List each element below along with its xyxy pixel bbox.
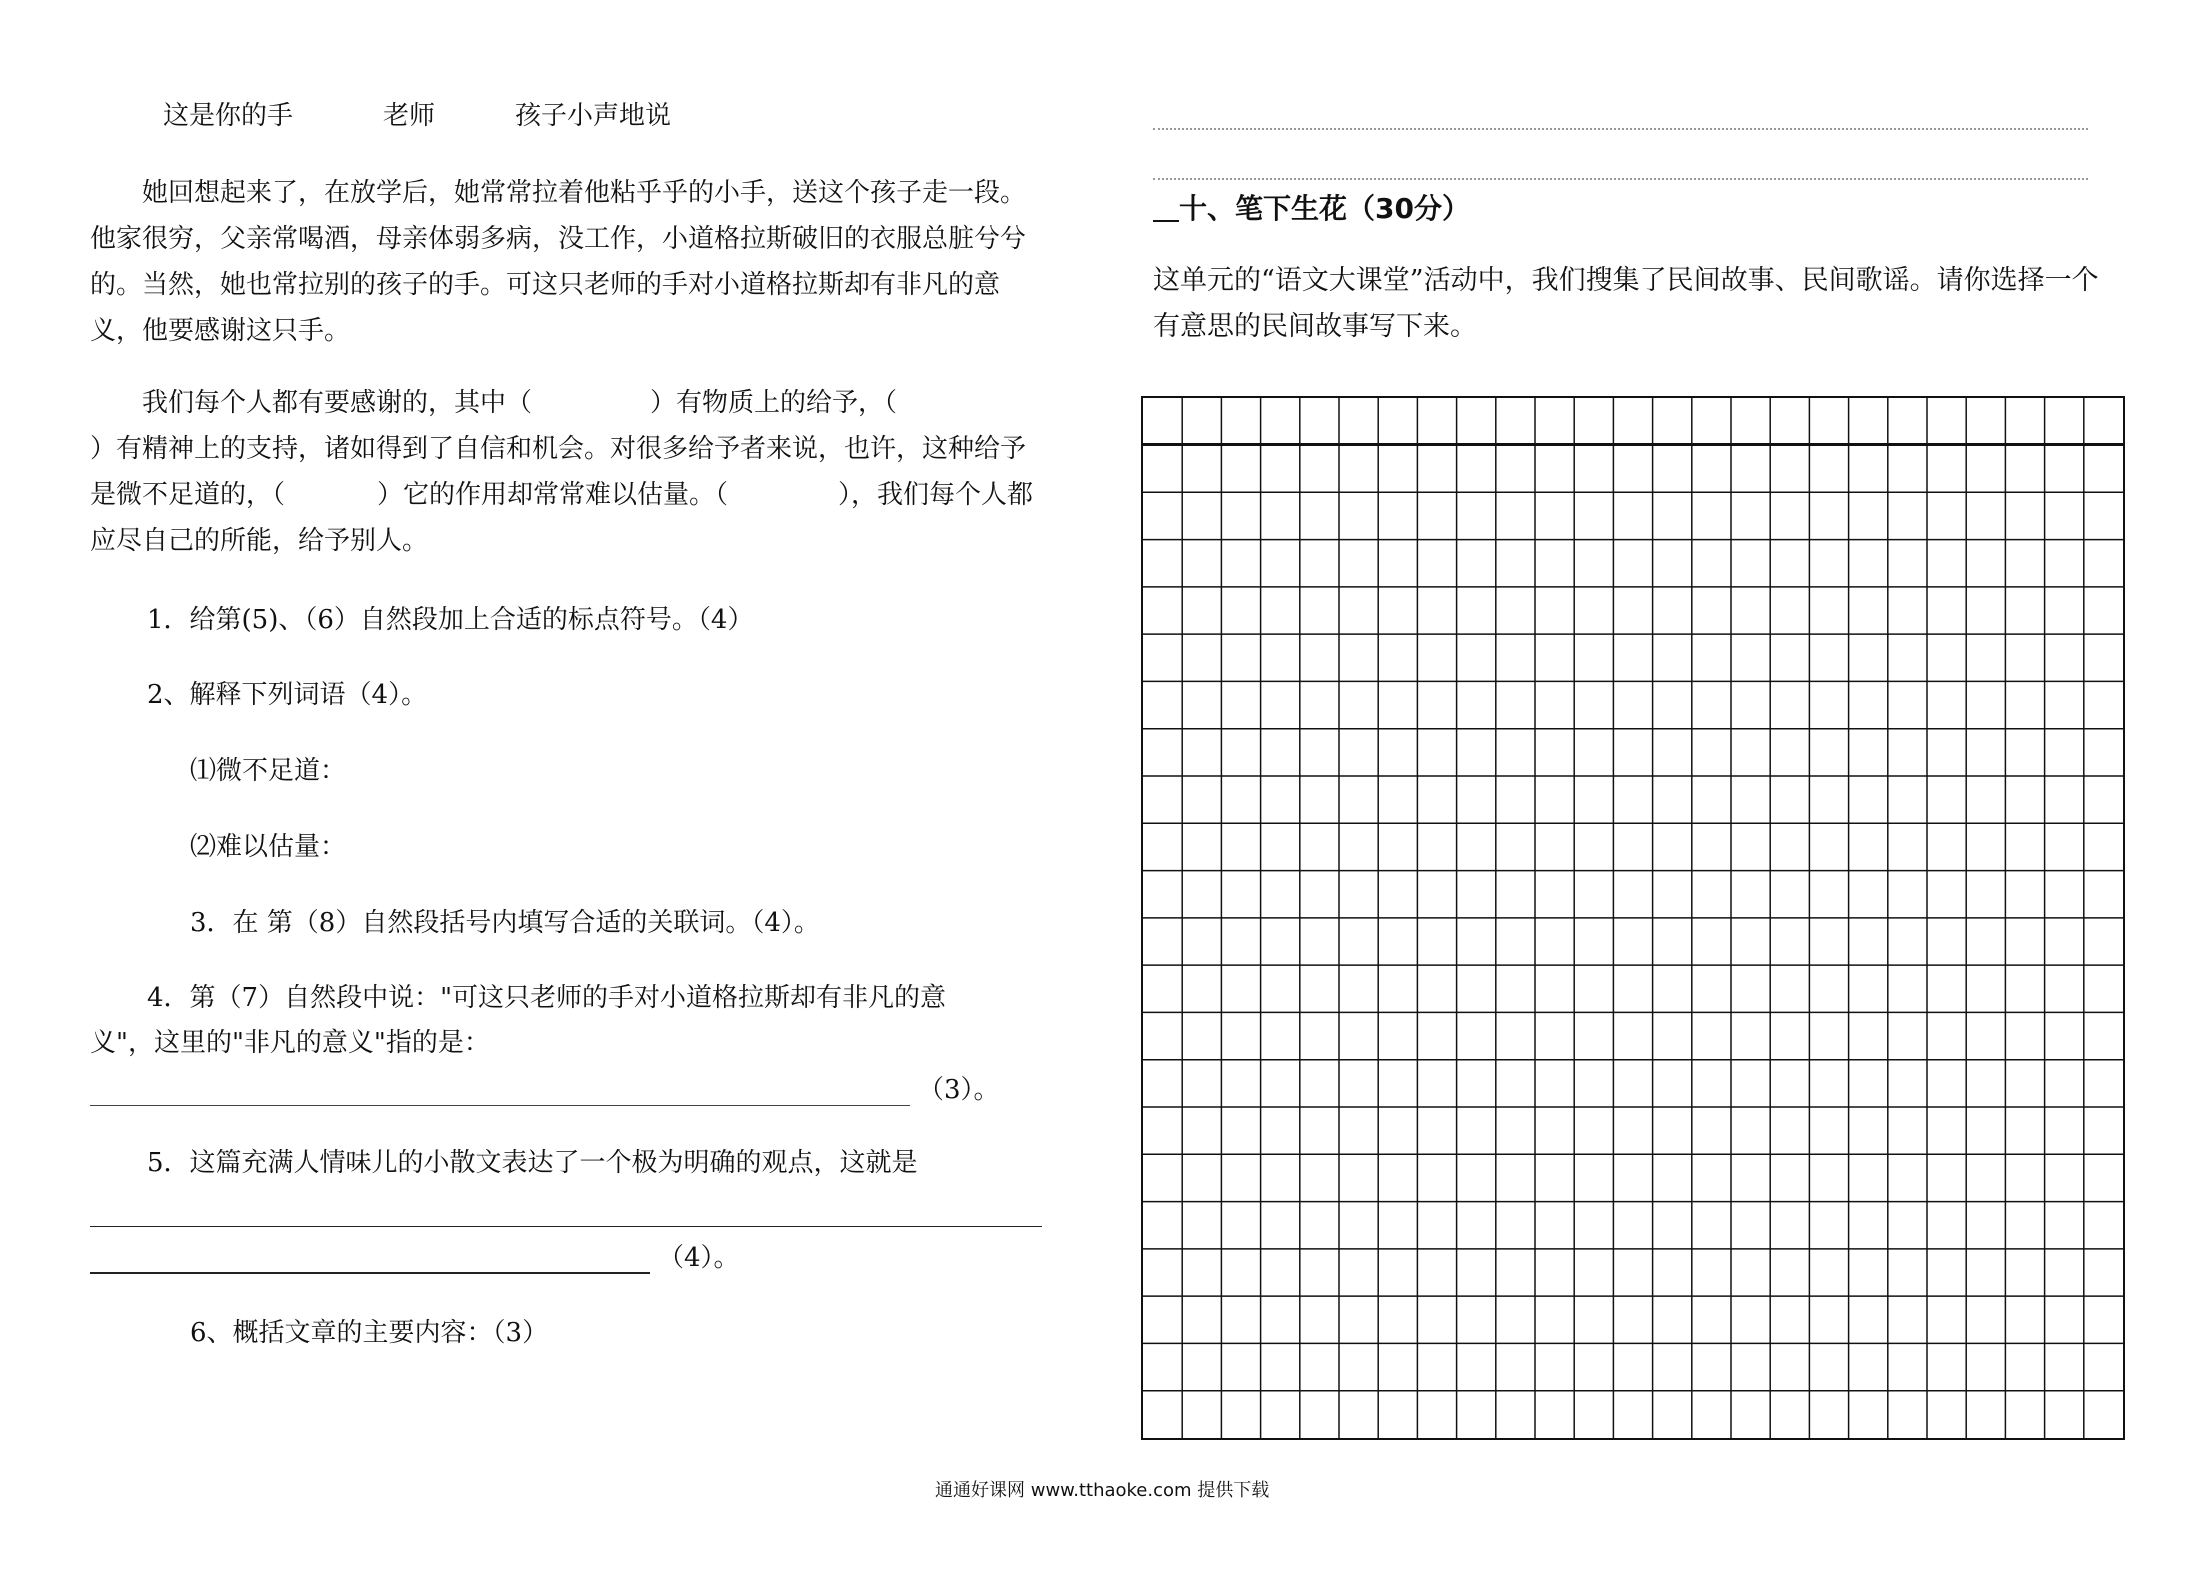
question-5-score: （4）。 [658,1243,740,1273]
title-part-2: 老师 [383,101,436,131]
question-3: 3．在 第（8）自然段括号内填写合适的关联词。（4）。 [190,908,820,938]
question-2-item-2: ⑵难以估量： [190,832,347,862]
question-4-line-2: 义"，这里的"非凡的意义"指的是： [90,1028,490,1058]
question-4-line-1: 4．第（7）自然段中说："可这只老师的手对小道格拉斯却有非凡的意 [147,983,947,1013]
question-6: 6、概括文章的主要内容：（3） [190,1318,549,1348]
writing-grid-header-row [1141,396,2125,446]
para8-a: 我们每个人都有要感谢的，其中（ [142,388,533,418]
heading-underline [1153,220,1179,222]
question-2-item-1: ⑴微不足道： [190,756,347,786]
question-1: 1．给第(5)、（6）自然段加上合适的标点符号。（4） [147,605,754,635]
para8-e: ）它的作用却常常难以估量。 [377,480,716,510]
writing-prompt: 这单元的“语文大课堂”活动中，我们搜集了民间故事、民间歌谣。请你选择一个有意思的民间故事写下来。 [1153,265,2099,342]
paragraph-6 [90,170,1050,354]
paragraph-8 [90,380,1050,564]
para8-d: ）有精神上的支持，诸如得到了自信和机会。对很多给予者来说，也许，这种给予是微不足道的，（ [90,434,1027,510]
question-4-score: （3）。 [918,1075,1000,1105]
title-part-1: 这是你的手 [163,101,294,131]
para8-f: （ [715,480,729,510]
paragraph-6-text: 她回想起来了，在放学后，她常常拉着他粘乎乎的小手，送这个孩子走一段。他家很穷，父亲常喝酒，母亲体弱多病，没工作，小道格拉斯破旧的衣服总脏兮兮的。当然，她也常拉别的孩子的手。可这只老师的手对小道格拉斯却有非凡的意义，他要感谢这只手。 [90,178,1027,346]
question-5: 5．这篇充满人情味儿的小散文表达了一个极为明确的观点，这就是 [147,1148,918,1178]
section-10-heading [1153,189,1470,229]
title-part-3: 孩子小声地说 [515,101,672,131]
writing-grid[interactable] [1141,443,2125,1440]
footer-credit: 通通好课网 www.tthaoke.com 提供下载 [935,1480,1270,1501]
answer-line-q5a[interactable] [90,1226,1042,1227]
answer-line-2[interactable] [1153,178,2088,180]
answer-line-q5b[interactable] [90,1272,650,1274]
question-2: 2、解释下列词语（4）。 [147,680,428,710]
answer-line-1[interactable] [1153,128,2088,130]
para8-b: ）有物质上的给予， [650,388,885,418]
para8-g: ），我们每个人都应尽自己的所能，给予别人。 [90,480,1034,556]
section-10-title: 十、笔下生花（30分） [1179,192,1470,225]
para8-c: （ [884,388,898,418]
answer-line-q4[interactable] [90,1105,910,1106]
